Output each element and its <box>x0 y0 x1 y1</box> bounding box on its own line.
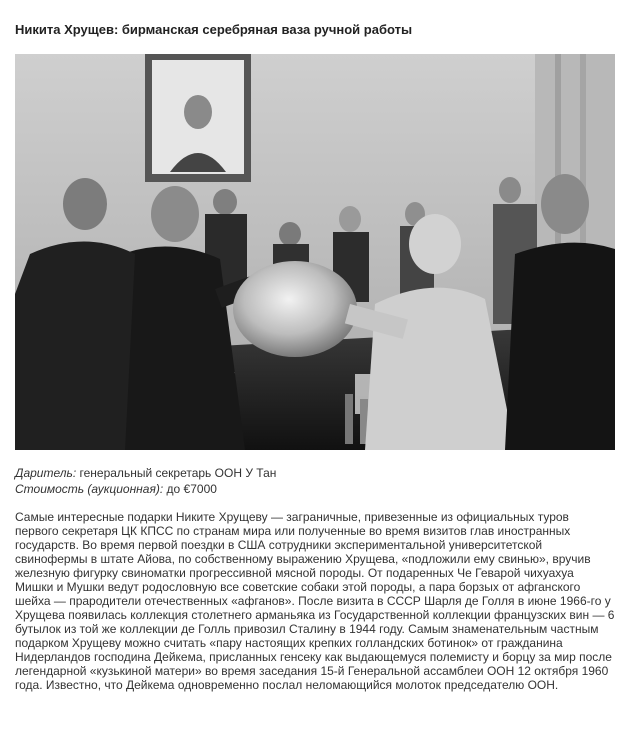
giver-line <box>15 465 276 481</box>
cost-label: Стоимость (аукционная): <box>15 482 164 496</box>
silver-vase <box>233 261 357 357</box>
article-body: Самые интересные подарки Никите Хрущеву — заграничные, привезенные из официальных туров первого секретаря ЦК КПСС по странам мира или полученные во время визитов глав иностранных государств. Во время первой поездки в США сотрудники экспериментальной университетской свинофермы в штате Айова, по собственному выражению Хрущева, «подложили ему свинью», вручив железную фигурку свиноматки прогрессивной мясной породы. От подаренных Че Геварой чихуахуа Мишки и Мушки ведут родословную все советские собаки этой породы, а пара борзых от афганского шейха — прародители отечественных «афганов». После визита в СССР Шарля де Голля в июне 1966-го у Хрущева появилась коллекция столетнего арманьяка из Государственной коллекции французских вин — 6 бутылок из той же коллекции де Голль привозил Сталину в 1944 году. Самым знаменательным частным подарком Хрущеву можно считать «пару настоящих крепких голландских ботинок» от гражданина Нидерландов господина Дейкема, присланных генсеку как выдающемуся полемисту и борцу за мир после легендарной «кузькиной матери» во время заседания 15-й Генеральной ассамблеи ООН 12 октября 1960 года. Известно, что Дейкема одновременно послал неломающийся молоток председателю ООН. <box>15 510 615 692</box>
cost-value: до €7000 <box>166 482 217 496</box>
article-title: Никита Хрущев: бирманская серебряная ваза ручной работы <box>15 22 413 37</box>
cost-line <box>15 481 276 497</box>
giver-value: генеральный секретарь ООН У Тан <box>79 466 277 480</box>
photo-illustration <box>15 54 615 450</box>
gift-meta <box>15 465 276 497</box>
portrait-frame <box>145 54 251 182</box>
giver-label: Даритель: <box>15 466 77 480</box>
article-photo <box>15 54 615 450</box>
